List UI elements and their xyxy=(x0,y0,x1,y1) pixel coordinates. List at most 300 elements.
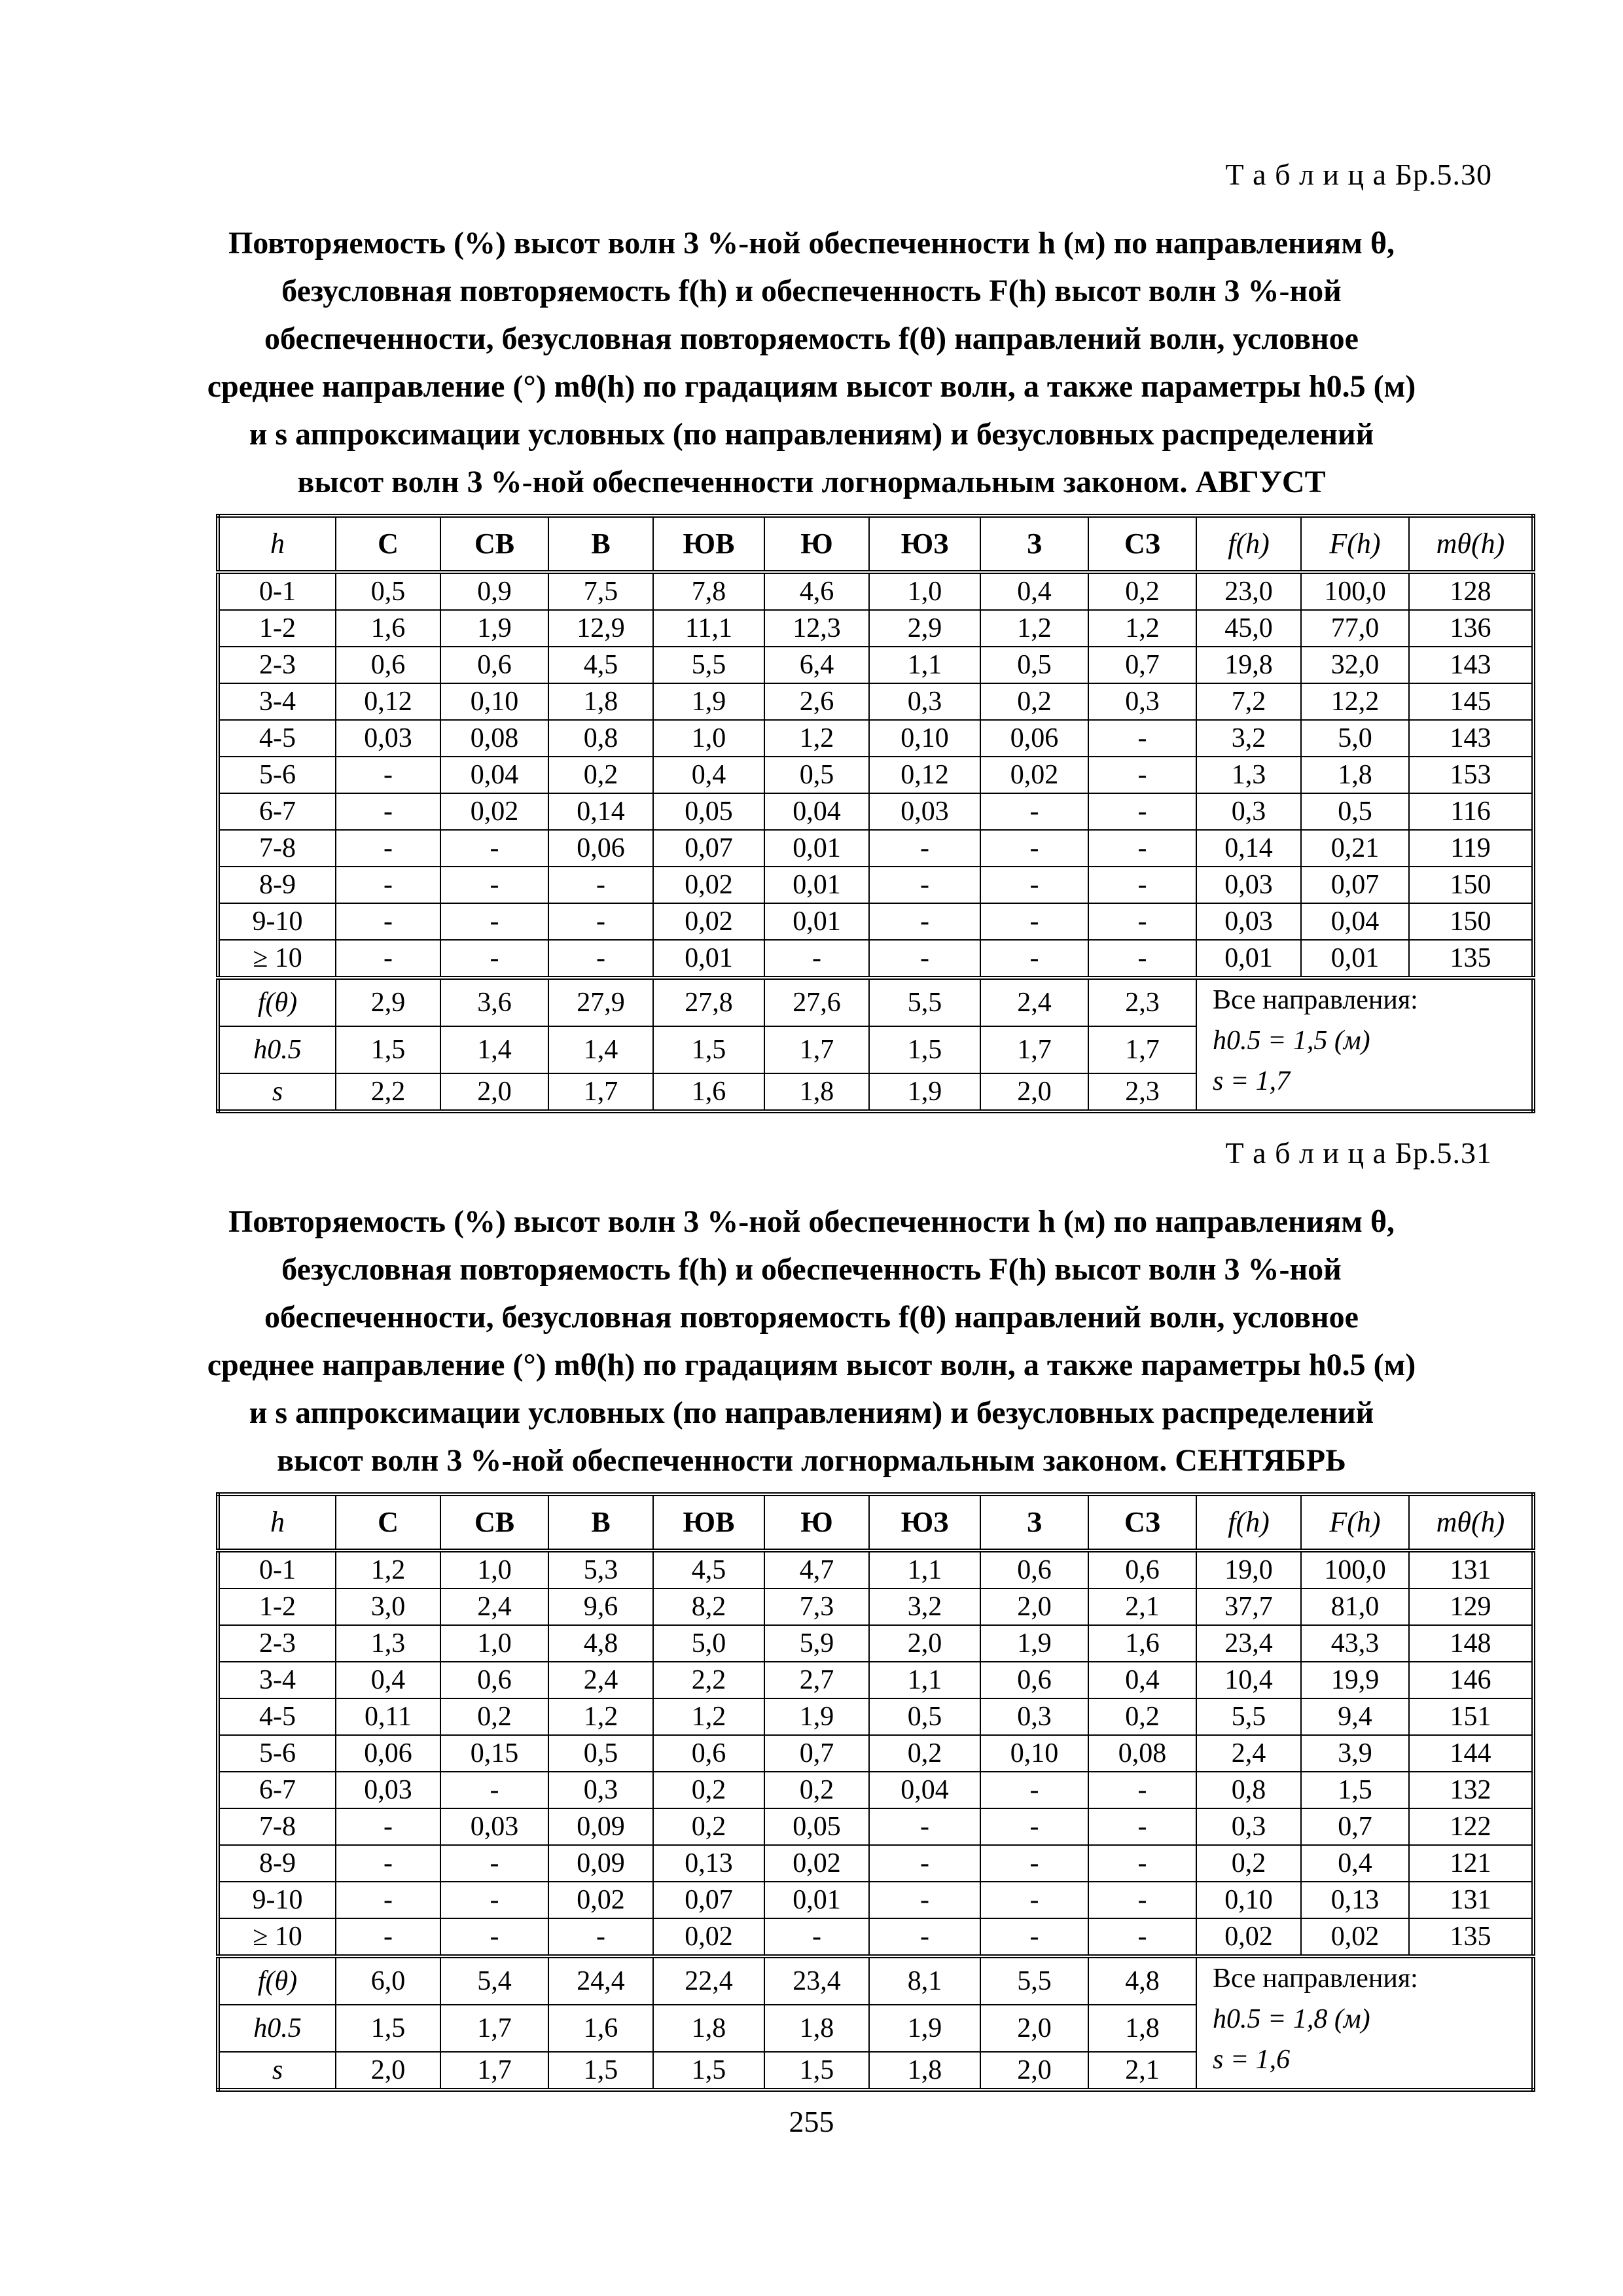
param-label: s xyxy=(218,2052,336,2090)
table-cell: - xyxy=(440,867,548,903)
table-cell: 0,5 xyxy=(548,1735,653,1772)
table-cell: 4,5 xyxy=(548,647,653,683)
table-cell: 2,0 xyxy=(980,1588,1088,1625)
param-cell: 2,0 xyxy=(336,2052,440,2090)
table-cell: 0,14 xyxy=(1196,830,1301,867)
table-cell: 0,2 xyxy=(440,1698,548,1735)
table-cell: 3-4 xyxy=(218,683,336,720)
table-cell: - xyxy=(869,1882,980,1918)
table-cell: 0,3 xyxy=(1196,793,1301,830)
table-cell: 0,6 xyxy=(1088,1551,1196,1588)
table-cell: 1,2 xyxy=(336,1551,440,1588)
table-cell: 1,6 xyxy=(336,610,440,647)
table-cell: - xyxy=(548,940,653,978)
table-cell: 11,1 xyxy=(653,610,764,647)
param-cell: 4,8 xyxy=(1088,1956,1196,2005)
table-cell: 5,0 xyxy=(1301,720,1409,757)
param-cell: 2,9 xyxy=(336,978,440,1026)
table-cell: 1,8 xyxy=(1301,757,1409,793)
table-cell: 81,0 xyxy=(1301,1588,1409,1625)
table-cell: 0,02 xyxy=(980,757,1088,793)
param-cell: 23,4 xyxy=(764,1956,869,2005)
table-cell: 0,10 xyxy=(1196,1882,1301,1918)
all-directions-summary xyxy=(1196,1956,1533,2090)
table-cell: 0,10 xyxy=(440,683,548,720)
table-cell: 1,2 xyxy=(653,1698,764,1735)
param-cell: 1,4 xyxy=(548,1026,653,1073)
table-cell: 150 xyxy=(1409,867,1533,903)
table-cell: 0,04 xyxy=(869,1772,980,1808)
table-cell: 0,3 xyxy=(980,1698,1088,1735)
column-header: СЗ xyxy=(1088,1494,1196,1551)
column-header: ЮЗ xyxy=(869,1494,980,1551)
param-row xyxy=(218,1956,1533,2005)
param-cell: 5,5 xyxy=(980,1956,1088,2005)
table-cell: 0,5 xyxy=(980,647,1088,683)
table-cell: 146 xyxy=(1409,1662,1533,1698)
table-cell: - xyxy=(548,1918,653,1956)
table-cell: 1,2 xyxy=(764,720,869,757)
param-cell: 1,5 xyxy=(548,2052,653,2090)
param-cell: 5,4 xyxy=(440,1956,548,2005)
param-cell: 1,7 xyxy=(440,2052,548,2090)
table-cell: 0,03 xyxy=(336,720,440,757)
table-cell: - xyxy=(336,830,440,867)
table-cell: 5,5 xyxy=(1196,1698,1301,1735)
table-cell: 0,01 xyxy=(653,940,764,978)
table-cell: 0,5 xyxy=(336,572,440,610)
param-cell: 5,5 xyxy=(869,978,980,1026)
table-cell: 1,3 xyxy=(336,1625,440,1662)
table-row xyxy=(218,572,1533,610)
table-cell: 0,4 xyxy=(1301,1845,1409,1882)
summary-s: s = 1,7 xyxy=(1213,1066,1291,1096)
column-header: СВ xyxy=(440,516,548,572)
param-cell: 1,5 xyxy=(336,2005,440,2052)
table-cell: 5-6 xyxy=(218,757,336,793)
table-cell: 0,11 xyxy=(336,1698,440,1735)
table-cell: - xyxy=(869,1845,980,1882)
table-cell: 5,3 xyxy=(548,1551,653,1588)
param-cell: 1,8 xyxy=(764,1073,869,1111)
param-cell: 1,5 xyxy=(653,1026,764,1073)
table-cell: 148 xyxy=(1409,1625,1533,1662)
table-cell: ≥ 10 xyxy=(218,1918,336,1956)
table-cell: 0,3 xyxy=(548,1772,653,1808)
column-header: З xyxy=(980,1494,1088,1551)
table-cell: 37,7 xyxy=(1196,1588,1301,1625)
table-cell: 5,9 xyxy=(764,1625,869,1662)
table-cell: 12,2 xyxy=(1301,683,1409,720)
table-cell: 0,6 xyxy=(440,1662,548,1698)
table-cell: 2-3 xyxy=(218,1625,336,1662)
title-line: и s аппроксимации условных (по направлениям) и безусловных распределений xyxy=(249,1395,1374,1430)
param-label: f(θ) xyxy=(218,1956,336,2005)
table-cell: 4,8 xyxy=(548,1625,653,1662)
table-row xyxy=(218,1551,1533,1588)
table-row xyxy=(218,1845,1533,1882)
param-cell: 3,6 xyxy=(440,978,548,1026)
table-cell: 3-4 xyxy=(218,1662,336,1698)
title-line: обеспеченности, безусловная повторяемость f(θ) направлений волн, условное xyxy=(264,321,1359,356)
column-header: F(h) xyxy=(1301,516,1409,572)
table-cell: 6,4 xyxy=(764,647,869,683)
table-cell: - xyxy=(440,1845,548,1882)
table-cell: - xyxy=(440,1882,548,1918)
table-cell: 0,03 xyxy=(440,1808,548,1845)
table-cell: 0,02 xyxy=(1196,1918,1301,1956)
table-cell: 0,07 xyxy=(1301,867,1409,903)
table-cell: - xyxy=(980,1882,1088,1918)
table-cell: 131 xyxy=(1409,1882,1533,1918)
table-cell: - xyxy=(1088,720,1196,757)
table-cell: 132 xyxy=(1409,1772,1533,1808)
table-cell: - xyxy=(980,1772,1088,1808)
table-cell: - xyxy=(440,903,548,940)
table-cell: 0,02 xyxy=(764,1845,869,1882)
table-cell: 143 xyxy=(1409,647,1533,683)
table-cell: 1,0 xyxy=(869,572,980,610)
table-cell: 0-1 xyxy=(218,572,336,610)
table-cell: 1,3 xyxy=(1196,757,1301,793)
table-cell: 0,01 xyxy=(1196,940,1301,978)
table-cell: - xyxy=(1088,940,1196,978)
table-cell: 0,02 xyxy=(1301,1918,1409,1956)
table-row xyxy=(218,830,1533,867)
table-cell: 144 xyxy=(1409,1735,1533,1772)
table-row xyxy=(218,1772,1533,1808)
table-cell: - xyxy=(980,1808,1088,1845)
table-cell: 1,9 xyxy=(653,683,764,720)
table-cell: 1,1 xyxy=(869,1662,980,1698)
table-cell: - xyxy=(869,940,980,978)
table-cell: 0,7 xyxy=(1088,647,1196,683)
param-label: h0.5 xyxy=(218,2005,336,2052)
title-line: Повторяемость (%) высот волн 3 %-ной обеспеченности h (м) по направлениям θ, xyxy=(228,1204,1395,1239)
table-cell: 3,0 xyxy=(336,1588,440,1625)
param-row xyxy=(218,978,1533,1026)
param-cell: 1,8 xyxy=(1088,2005,1196,2052)
table-cell: 12,3 xyxy=(764,610,869,647)
table-cell: - xyxy=(548,903,653,940)
table-cell: 0,3 xyxy=(1088,683,1196,720)
table-cell: 0,05 xyxy=(764,1808,869,1845)
table-cell: 153 xyxy=(1409,757,1533,793)
table-cell: 8-9 xyxy=(218,1845,336,1882)
table-cell: - xyxy=(869,1918,980,1956)
table-cell: 1,9 xyxy=(440,610,548,647)
table-cell: 2,9 xyxy=(869,610,980,647)
table-row xyxy=(218,1882,1533,1918)
table-cell: 0,10 xyxy=(980,1735,1088,1772)
table-cell: 4,6 xyxy=(764,572,869,610)
table-cell: 0,6 xyxy=(653,1735,764,1772)
table-cell: 2,4 xyxy=(440,1588,548,1625)
table-cell: 0,02 xyxy=(653,1918,764,1956)
table-cell: - xyxy=(1088,1808,1196,1845)
column-header: В xyxy=(548,516,653,572)
param-cell: 2,3 xyxy=(1088,978,1196,1026)
table-cell: - xyxy=(980,1845,1088,1882)
table-cell: 7,2 xyxy=(1196,683,1301,720)
param-cell: 1,4 xyxy=(440,1026,548,1073)
param-cell: 1,7 xyxy=(764,1026,869,1073)
title-line: среднее направление (°) mθ(h) по градациям высот волн, а также параметры h0.5 (м) xyxy=(207,1348,1416,1382)
table-cell: 1,1 xyxy=(869,1551,980,1588)
column-header: ЮЗ xyxy=(869,516,980,572)
table-row xyxy=(218,720,1533,757)
table-cell: 100,0 xyxy=(1301,572,1409,610)
table-cell: 0,02 xyxy=(653,867,764,903)
param-cell: 2,0 xyxy=(980,2005,1088,2052)
table-cell: 0,3 xyxy=(1196,1808,1301,1845)
table-cell: 1,0 xyxy=(440,1625,548,1662)
table-cell: 0,14 xyxy=(548,793,653,830)
param-cell: 2,0 xyxy=(980,1073,1088,1111)
table-cell: 0,04 xyxy=(440,757,548,793)
header-row xyxy=(218,1494,1533,1551)
table-cell: 0,09 xyxy=(548,1845,653,1882)
table-cell: 0,02 xyxy=(653,903,764,940)
summary-title: Все направления: xyxy=(1213,1964,1418,1994)
table-cell: 23,0 xyxy=(1196,572,1301,610)
table-row xyxy=(218,793,1533,830)
data-table xyxy=(216,514,1535,1113)
table-cell: 0,21 xyxy=(1301,830,1409,867)
table-cell: 7,5 xyxy=(548,572,653,610)
table-cell: 0,02 xyxy=(440,793,548,830)
table-cell: 150 xyxy=(1409,903,1533,940)
all-directions-summary xyxy=(1196,978,1533,1111)
param-cell: 27,8 xyxy=(653,978,764,1026)
table-cell: 5,0 xyxy=(653,1625,764,1662)
table-cell: 116 xyxy=(1409,793,1533,830)
param-cell: 8,1 xyxy=(869,1956,980,2005)
table-cell: - xyxy=(764,1918,869,1956)
table-cell: 0,07 xyxy=(653,1882,764,1918)
table-cell: 0,07 xyxy=(653,830,764,867)
table-cell: 1,2 xyxy=(1088,610,1196,647)
table-cell: 143 xyxy=(1409,720,1533,757)
table-cell: - xyxy=(336,867,440,903)
table-cell: 8,2 xyxy=(653,1588,764,1625)
table-cell: - xyxy=(440,830,548,867)
table-cell: 0,2 xyxy=(869,1735,980,1772)
column-header: В xyxy=(548,1494,653,1551)
column-header: h xyxy=(218,516,336,572)
table-cell: 0,4 xyxy=(1088,1662,1196,1698)
column-header: ЮВ xyxy=(653,516,764,572)
table-row xyxy=(218,757,1533,793)
param-cell: 2,1 xyxy=(1088,2052,1196,2090)
table-cell: - xyxy=(980,903,1088,940)
column-header: С xyxy=(336,516,440,572)
table-row xyxy=(218,1918,1533,1956)
table-cell: 0,13 xyxy=(1301,1882,1409,1918)
title-line: безусловная повторяемость f(h) и обеспеченность F(h) высот волн 3 %-ной xyxy=(281,274,1342,308)
table-row xyxy=(218,683,1533,720)
table-row xyxy=(218,940,1533,978)
table-cell: - xyxy=(548,867,653,903)
param-cell: 2,4 xyxy=(980,978,1088,1026)
table-cell: 0,06 xyxy=(336,1735,440,1772)
param-cell: 2,0 xyxy=(440,1073,548,1111)
title-line: высот волн 3 %-ной обеспеченности логнормальным законом. СЕНТЯБРЬ xyxy=(277,1443,1346,1478)
table-cell: 1,9 xyxy=(764,1698,869,1735)
table-cell: 128 xyxy=(1409,572,1533,610)
table-cell: 0,8 xyxy=(548,720,653,757)
table-cell: 3,2 xyxy=(1196,720,1301,757)
table-row xyxy=(218,903,1533,940)
param-label: h0.5 xyxy=(218,1026,336,1073)
table-row xyxy=(218,1662,1533,1698)
table-cell: - xyxy=(336,903,440,940)
table-cell: - xyxy=(980,793,1088,830)
table-cell: 45,0 xyxy=(1196,610,1301,647)
table-cell: 2,1 xyxy=(1088,1588,1196,1625)
table-cell: 7,8 xyxy=(653,572,764,610)
header-row xyxy=(218,516,1533,572)
table-cell: 7,3 xyxy=(764,1588,869,1625)
table-cell: 0,6 xyxy=(440,647,548,683)
table-cell: 0,5 xyxy=(1301,793,1409,830)
table-cell: 136 xyxy=(1409,610,1533,647)
table-cell: 122 xyxy=(1409,1808,1533,1845)
table-cell: 2,7 xyxy=(764,1662,869,1698)
table-cell: 5-6 xyxy=(218,1735,336,1772)
param-cell: 1,5 xyxy=(653,2052,764,2090)
summary-h05: h0.5 = 1,8 (м) xyxy=(1213,2004,1370,2034)
table-cell: 1,0 xyxy=(653,720,764,757)
table-cell: 5,5 xyxy=(653,647,764,683)
table-cell: - xyxy=(1088,1845,1196,1882)
table-cell: - xyxy=(1088,793,1196,830)
column-header: F(h) xyxy=(1301,1494,1409,1551)
table-cell: 2-3 xyxy=(218,647,336,683)
table-cell: 0,08 xyxy=(440,720,548,757)
table-cell: - xyxy=(336,757,440,793)
table-cell: 19,0 xyxy=(1196,1551,1301,1588)
table-cell: 9-10 xyxy=(218,1882,336,1918)
table-row xyxy=(218,1808,1533,1845)
column-header: ЮВ xyxy=(653,1494,764,1551)
table-cell: ≥ 10 xyxy=(218,940,336,978)
table-cell: 9,6 xyxy=(548,1588,653,1625)
table-cell: 2,4 xyxy=(1196,1735,1301,1772)
column-header: Ю xyxy=(764,1494,869,1551)
table-cell: 1,9 xyxy=(980,1625,1088,1662)
table-cell: 0,2 xyxy=(764,1772,869,1808)
table-cell: 43,3 xyxy=(1301,1625,1409,1662)
title-line: обеспеченности, безусловная повторяемость f(θ) направлений волн, условное xyxy=(264,1300,1359,1335)
table-cell: - xyxy=(1088,903,1196,940)
table-cell: 1,2 xyxy=(980,610,1088,647)
table-cell: 0,3 xyxy=(869,683,980,720)
param-cell: 2,3 xyxy=(1088,1073,1196,1111)
table-row xyxy=(218,1625,1533,1662)
table-cell: - xyxy=(336,1882,440,1918)
param-cell: 27,9 xyxy=(548,978,653,1026)
table-cell: 135 xyxy=(1409,1918,1533,1956)
table-cell: 145 xyxy=(1409,683,1533,720)
param-cell: 1,5 xyxy=(764,2052,869,2090)
table-cell: 151 xyxy=(1409,1698,1533,1735)
param-cell: 27,6 xyxy=(764,978,869,1026)
table-cell: 135 xyxy=(1409,940,1533,978)
table-cell: 0,2 xyxy=(548,757,653,793)
table-cell: 0,13 xyxy=(653,1845,764,1882)
table-label: Т а б л и ц а Бр.5.31 xyxy=(1225,1136,1492,1170)
table-cell: 0,2 xyxy=(1088,572,1196,610)
table-cell: 0,2 xyxy=(653,1808,764,1845)
summary-h05: h0.5 = 1,5 (м) xyxy=(1213,1026,1370,1056)
table-row xyxy=(218,1698,1533,1735)
table-cell: 0,04 xyxy=(764,793,869,830)
table-cell: - xyxy=(980,867,1088,903)
param-cell: 1,6 xyxy=(653,1073,764,1111)
table-cell: 0,01 xyxy=(764,903,869,940)
table-cell: 0,09 xyxy=(548,1808,653,1845)
data-table xyxy=(216,1492,1535,2092)
table-cell: 0,03 xyxy=(869,793,980,830)
param-cell: 1,5 xyxy=(336,1026,440,1073)
param-cell: 24,4 xyxy=(548,1956,653,2005)
table-cell: 23,4 xyxy=(1196,1625,1301,1662)
table-cell: 0,12 xyxy=(336,683,440,720)
title-line: Повторяемость (%) высот волн 3 %-ной обеспеченности h (м) по направлениям θ, xyxy=(228,226,1395,260)
table-cell: 119 xyxy=(1409,830,1533,867)
table-cell: - xyxy=(1088,1772,1196,1808)
column-header: З xyxy=(980,516,1088,572)
table-cell: 9,4 xyxy=(1301,1698,1409,1735)
table-cell: 0,01 xyxy=(764,830,869,867)
table-cell: 0,5 xyxy=(869,1698,980,1735)
param-cell: 1,5 xyxy=(869,1026,980,1073)
param-cell: 1,8 xyxy=(653,2005,764,2052)
table-cell: 7-8 xyxy=(218,830,336,867)
title-line: высот волн 3 %-ной обеспеченности логнормальным законом. АВГУСТ xyxy=(297,465,1326,499)
table-cell: 0,05 xyxy=(653,793,764,830)
table-cell: 0,2 xyxy=(980,683,1088,720)
column-header: С xyxy=(336,1494,440,1551)
table-cell: 0,8 xyxy=(1196,1772,1301,1808)
table-cell: 1,5 xyxy=(1301,1772,1409,1808)
table-title xyxy=(196,219,1427,506)
param-label: s xyxy=(218,1073,336,1111)
table-cell: 0,6 xyxy=(980,1551,1088,1588)
table-cell: 0,6 xyxy=(980,1662,1088,1698)
table-row xyxy=(218,1588,1533,1625)
table-cell: 0,02 xyxy=(548,1882,653,1918)
table-cell: 4,7 xyxy=(764,1551,869,1588)
table-cell: 0,04 xyxy=(1301,903,1409,940)
table-cell: 9-10 xyxy=(218,903,336,940)
table-cell: - xyxy=(336,793,440,830)
table-cell: 3,9 xyxy=(1301,1735,1409,1772)
table-cell: 129 xyxy=(1409,1588,1533,1625)
table-cell: 2,6 xyxy=(764,683,869,720)
table-cell: - xyxy=(869,830,980,867)
table-cell: 1-2 xyxy=(218,1588,336,1625)
table-cell: - xyxy=(336,1918,440,1956)
param-cell: 1,7 xyxy=(548,1073,653,1111)
table-cell: - xyxy=(336,1845,440,1882)
table-cell: 10,4 xyxy=(1196,1662,1301,1698)
table-cell: 121 xyxy=(1409,1845,1533,1882)
table-cell: 4,5 xyxy=(653,1551,764,1588)
table-row xyxy=(218,1735,1533,1772)
table-cell: 8-9 xyxy=(218,867,336,903)
